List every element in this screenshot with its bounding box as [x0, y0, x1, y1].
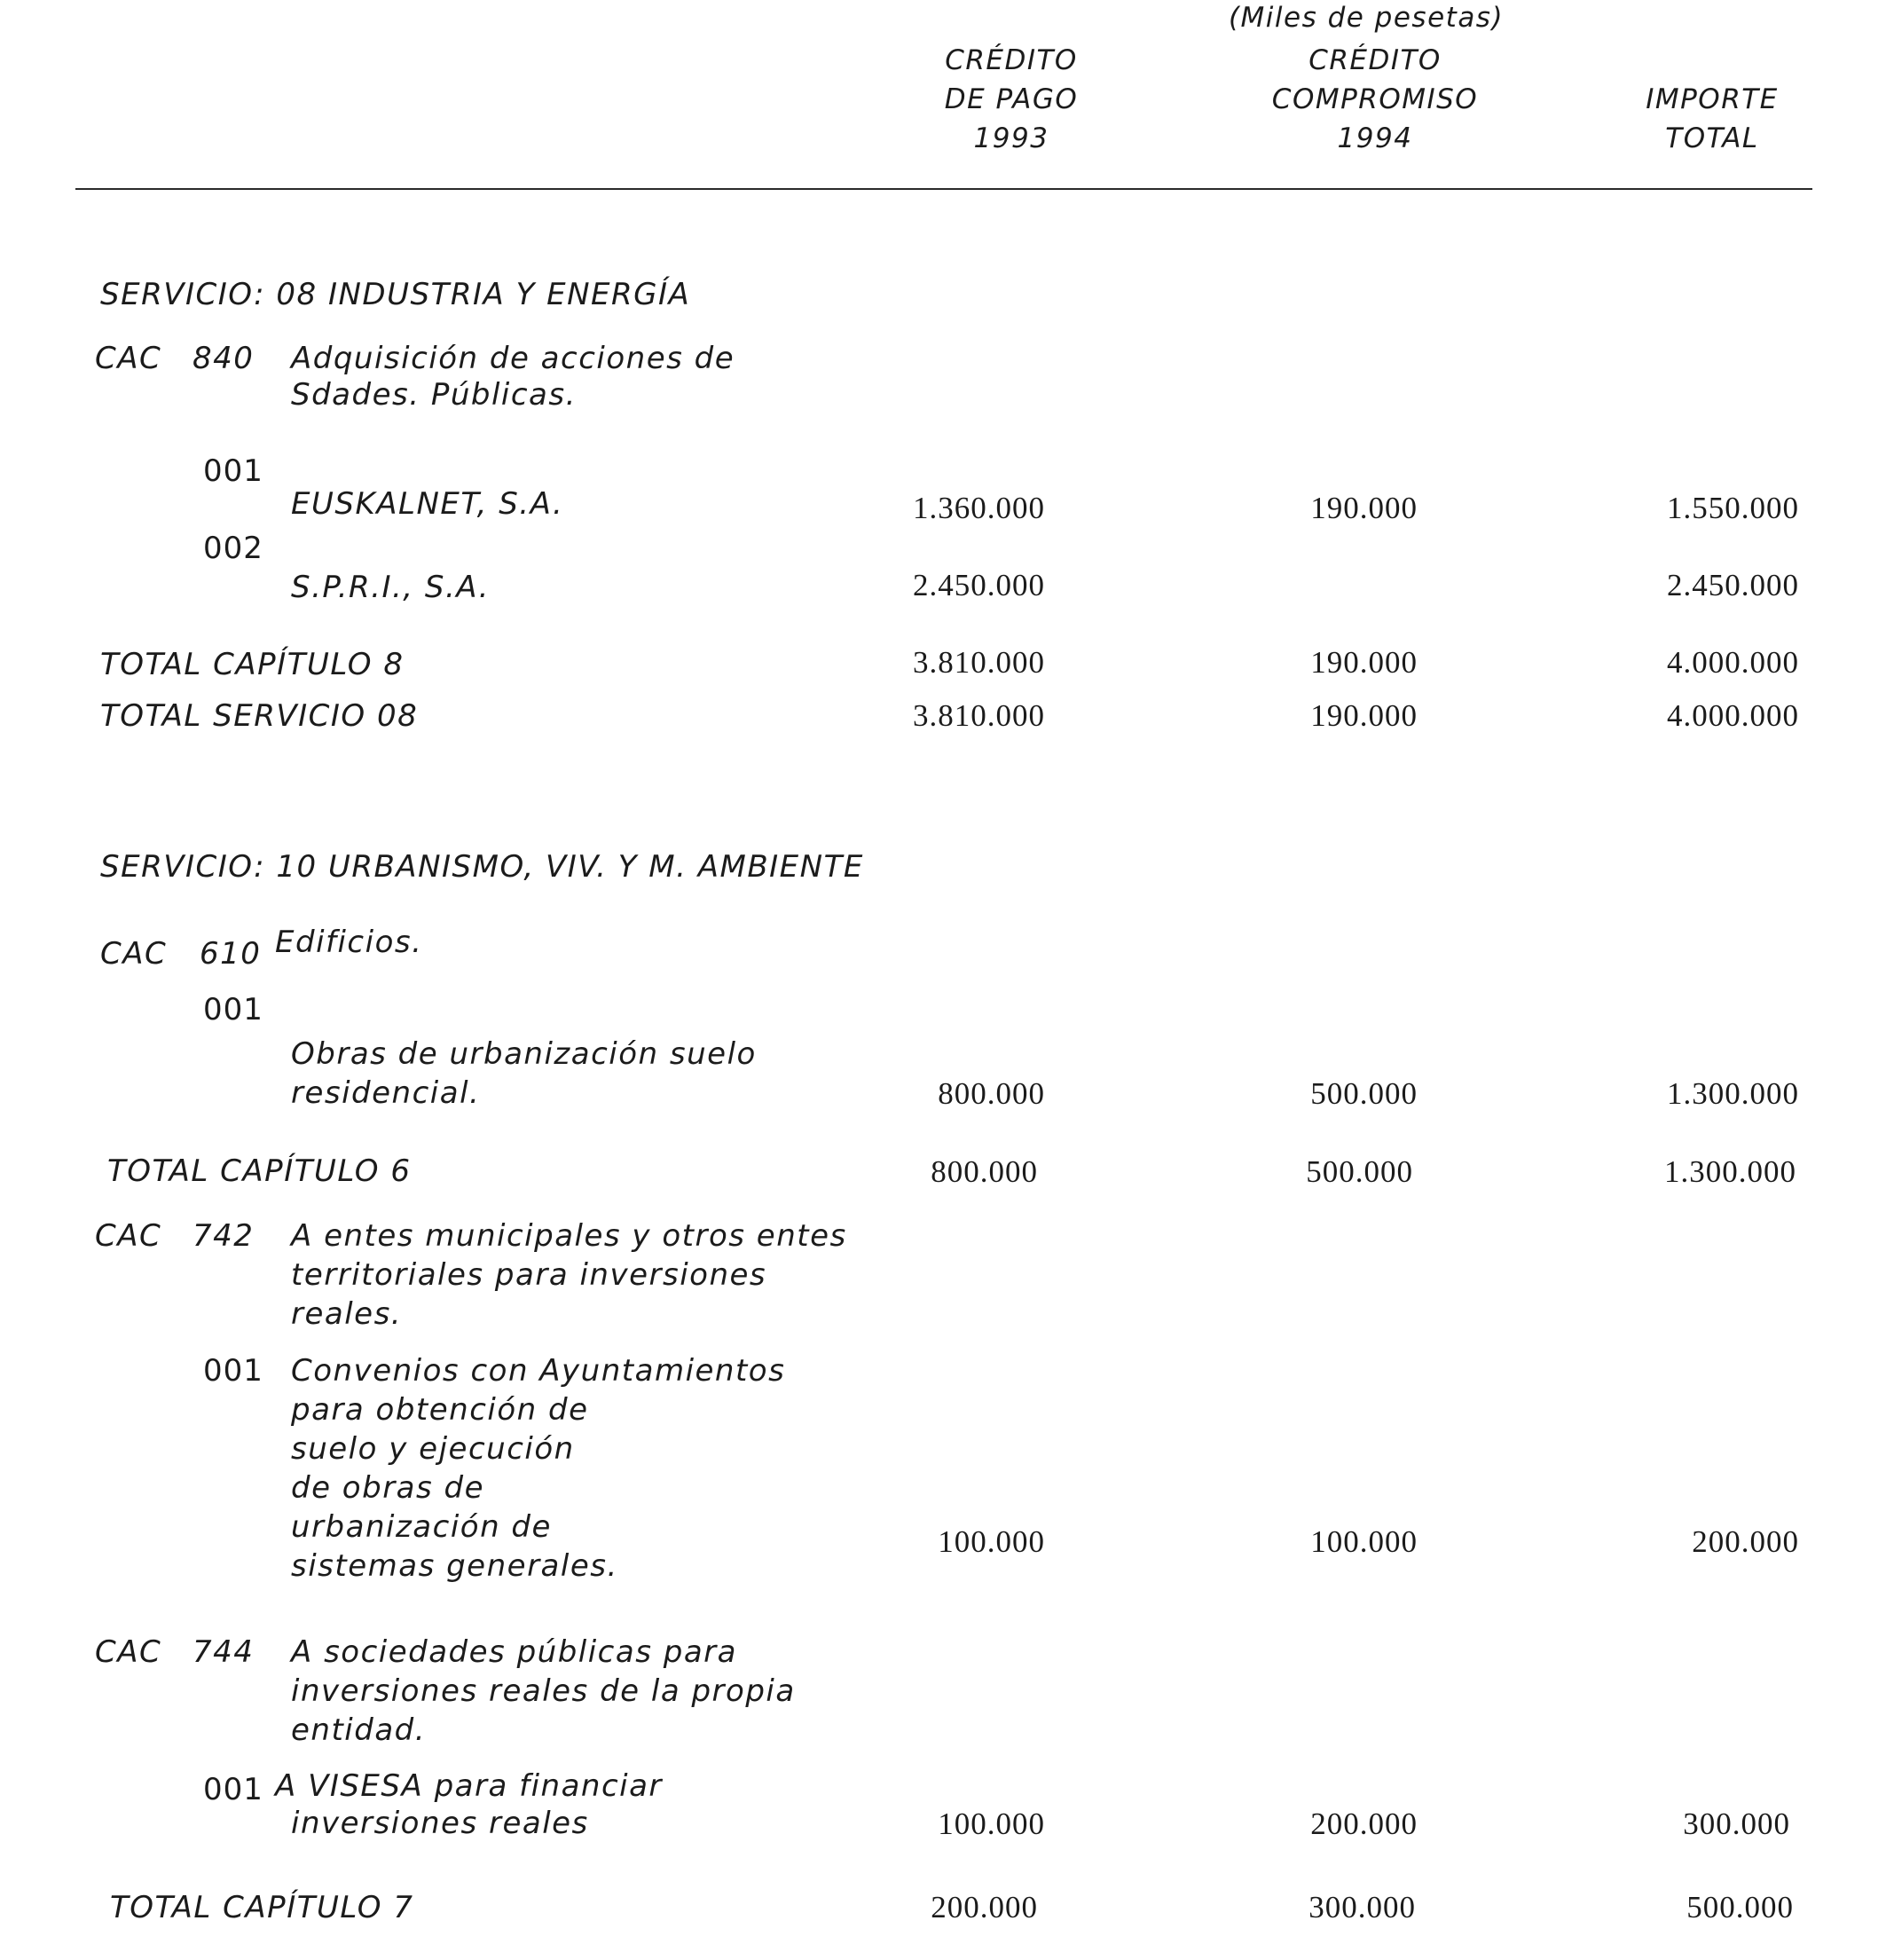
col-header-credito-pago-line2: DE PAGO — [944, 83, 1079, 115]
cac-742-item-001-code: 001 — [203, 1353, 263, 1389]
col-header-credito-compromiso-line1: CRÉDITO — [1308, 44, 1442, 76]
cac-742-code: 742 — [193, 1218, 255, 1254]
cac-744-item-compromiso: 200.000 — [1310, 1807, 1418, 1841]
cac-840-code: 840 — [193, 341, 255, 376]
total-capitulo-7-compromiso: 300.000 — [1308, 1890, 1416, 1925]
cac-742-item-desc-line2: para obtención de — [291, 1392, 589, 1428]
cac-742-item-desc-line6: sistemas generales. — [291, 1548, 618, 1584]
col-header-credito-compromiso-line2: COMPROMISO — [1271, 83, 1479, 115]
total-servicio-08-label: TOTAL SERVICIO 08 — [100, 698, 419, 734]
cac-744-desc-line1: A sociedades públicas para — [291, 1634, 737, 1670]
cac-610-item-total: 1.300.000 — [1667, 1076, 1799, 1111]
cac-744-desc-line3: entidad. — [291, 1712, 427, 1748]
item-spri-desc: S.P.R.I., S.A. — [291, 570, 490, 605]
cac-744-code: 744 — [193, 1634, 255, 1670]
total-capitulo-6-pago: 800.000 — [931, 1154, 1038, 1189]
units-note: (Miles de pesetas) — [1228, 2, 1505, 34]
item-spri-pago: 2.450.000 — [913, 568, 1045, 602]
cac-744-item-desc-line1: A VISESA para financiar — [275, 1768, 663, 1804]
cac-610-item-desc-line1: Obras de urbanización suelo — [291, 1036, 757, 1072]
total-capitulo-7-total: 500.000 — [1686, 1890, 1794, 1925]
cac-744-prefix: CAC — [95, 1634, 162, 1670]
cac-840-desc-line1: Adquisición de acciones de — [291, 341, 735, 376]
total-servicio-08-total: 4.000.000 — [1667, 698, 1799, 733]
cac-840-desc-line2: Sdades. Públicas. — [291, 377, 577, 413]
total-capitulo-6-compromiso: 500.000 — [1306, 1154, 1413, 1189]
col-header-credito-compromiso-line3: 1994 — [1337, 122, 1413, 154]
cac-610-desc: Edificios. — [275, 925, 423, 960]
total-capitulo-6-label: TOTAL CAPÍTULO 6 — [107, 1153, 412, 1189]
service-10-title: SERVICIO: 10 URBANISMO, VIV. Y M. AMBIENTE — [100, 849, 864, 885]
service-08-title: SERVICIO: 08 INDUSTRIA Y ENERGÍA — [100, 277, 691, 312]
item-002-code: 002 — [203, 531, 263, 566]
col-header-importe-total-line2: TOTAL — [1665, 122, 1759, 154]
cac-610-code: 610 — [200, 936, 262, 972]
total-capitulo-8-label: TOTAL CAPÍTULO 8 — [100, 647, 405, 682]
total-capitulo-8-compromiso: 190.000 — [1310, 645, 1418, 680]
header-divider — [75, 188, 1812, 190]
total-capitulo-6-total: 1.300.000 — [1664, 1154, 1796, 1189]
item-spri-total: 2.450.000 — [1667, 568, 1799, 602]
cac-744-desc-line2: inversiones reales de la propia — [291, 1673, 796, 1709]
item-euskalnet-desc: EUSKALNET, S.A. — [291, 486, 564, 522]
cac-742-desc-line2: territoriales para inversiones — [291, 1257, 767, 1293]
total-capitulo-7-label: TOTAL CAPÍTULO 7 — [110, 1890, 414, 1925]
item-euskalnet-total: 1.550.000 — [1667, 491, 1799, 525]
cac-742-desc-line1: A entes municipales y otros entes — [291, 1218, 847, 1254]
cac-742-item-desc-line4: de obras de — [291, 1470, 485, 1506]
cac-610-item-001-code: 001 — [203, 992, 263, 1027]
item-euskalnet-compromiso: 190.000 — [1310, 491, 1418, 525]
cac-840-prefix: CAC — [95, 341, 162, 376]
cac-610-item-desc-line2: residencial. — [291, 1075, 481, 1111]
col-header-credito-pago-line3: 1993 — [973, 122, 1049, 154]
cac-744-item-pago: 100.000 — [938, 1807, 1045, 1841]
cac-744-item-desc-line2: inversiones reales — [291, 1806, 589, 1841]
cac-610-item-pago: 800.000 — [938, 1076, 1045, 1111]
cac-742-item-desc-line5: urbanización de — [291, 1509, 552, 1545]
cac-610-prefix: CAC — [100, 936, 168, 972]
total-servicio-08-pago: 3.810.000 — [913, 698, 1045, 733]
total-capitulo-8-pago: 3.810.000 — [913, 645, 1045, 680]
cac-744-item-total: 300.000 — [1683, 1807, 1790, 1841]
cac-742-prefix: CAC — [95, 1218, 162, 1254]
cac-742-item-desc-line1: Convenios con Ayuntamientos — [291, 1353, 786, 1389]
cac-744-item-001-code: 001 — [203, 1772, 263, 1807]
item-001-code: 001 — [203, 453, 263, 489]
total-capitulo-7-pago: 200.000 — [931, 1890, 1038, 1925]
cac-742-item-pago: 100.000 — [938, 1524, 1045, 1559]
col-header-importe-total-line1: IMPORTE — [1646, 83, 1779, 115]
total-servicio-08-compromiso: 190.000 — [1310, 698, 1418, 733]
cac-610-item-compromiso: 500.000 — [1310, 1076, 1418, 1111]
cac-742-item-compromiso: 100.000 — [1310, 1524, 1418, 1559]
item-euskalnet-pago: 1.360.000 — [913, 491, 1045, 525]
cac-742-item-total: 200.000 — [1692, 1524, 1799, 1559]
cac-742-item-desc-line3: suelo y ejecución — [291, 1431, 575, 1467]
cac-742-desc-line3: reales. — [291, 1296, 403, 1332]
total-capitulo-8-total: 4.000.000 — [1667, 645, 1799, 680]
col-header-credito-pago-line1: CRÉDITO — [945, 44, 1078, 76]
